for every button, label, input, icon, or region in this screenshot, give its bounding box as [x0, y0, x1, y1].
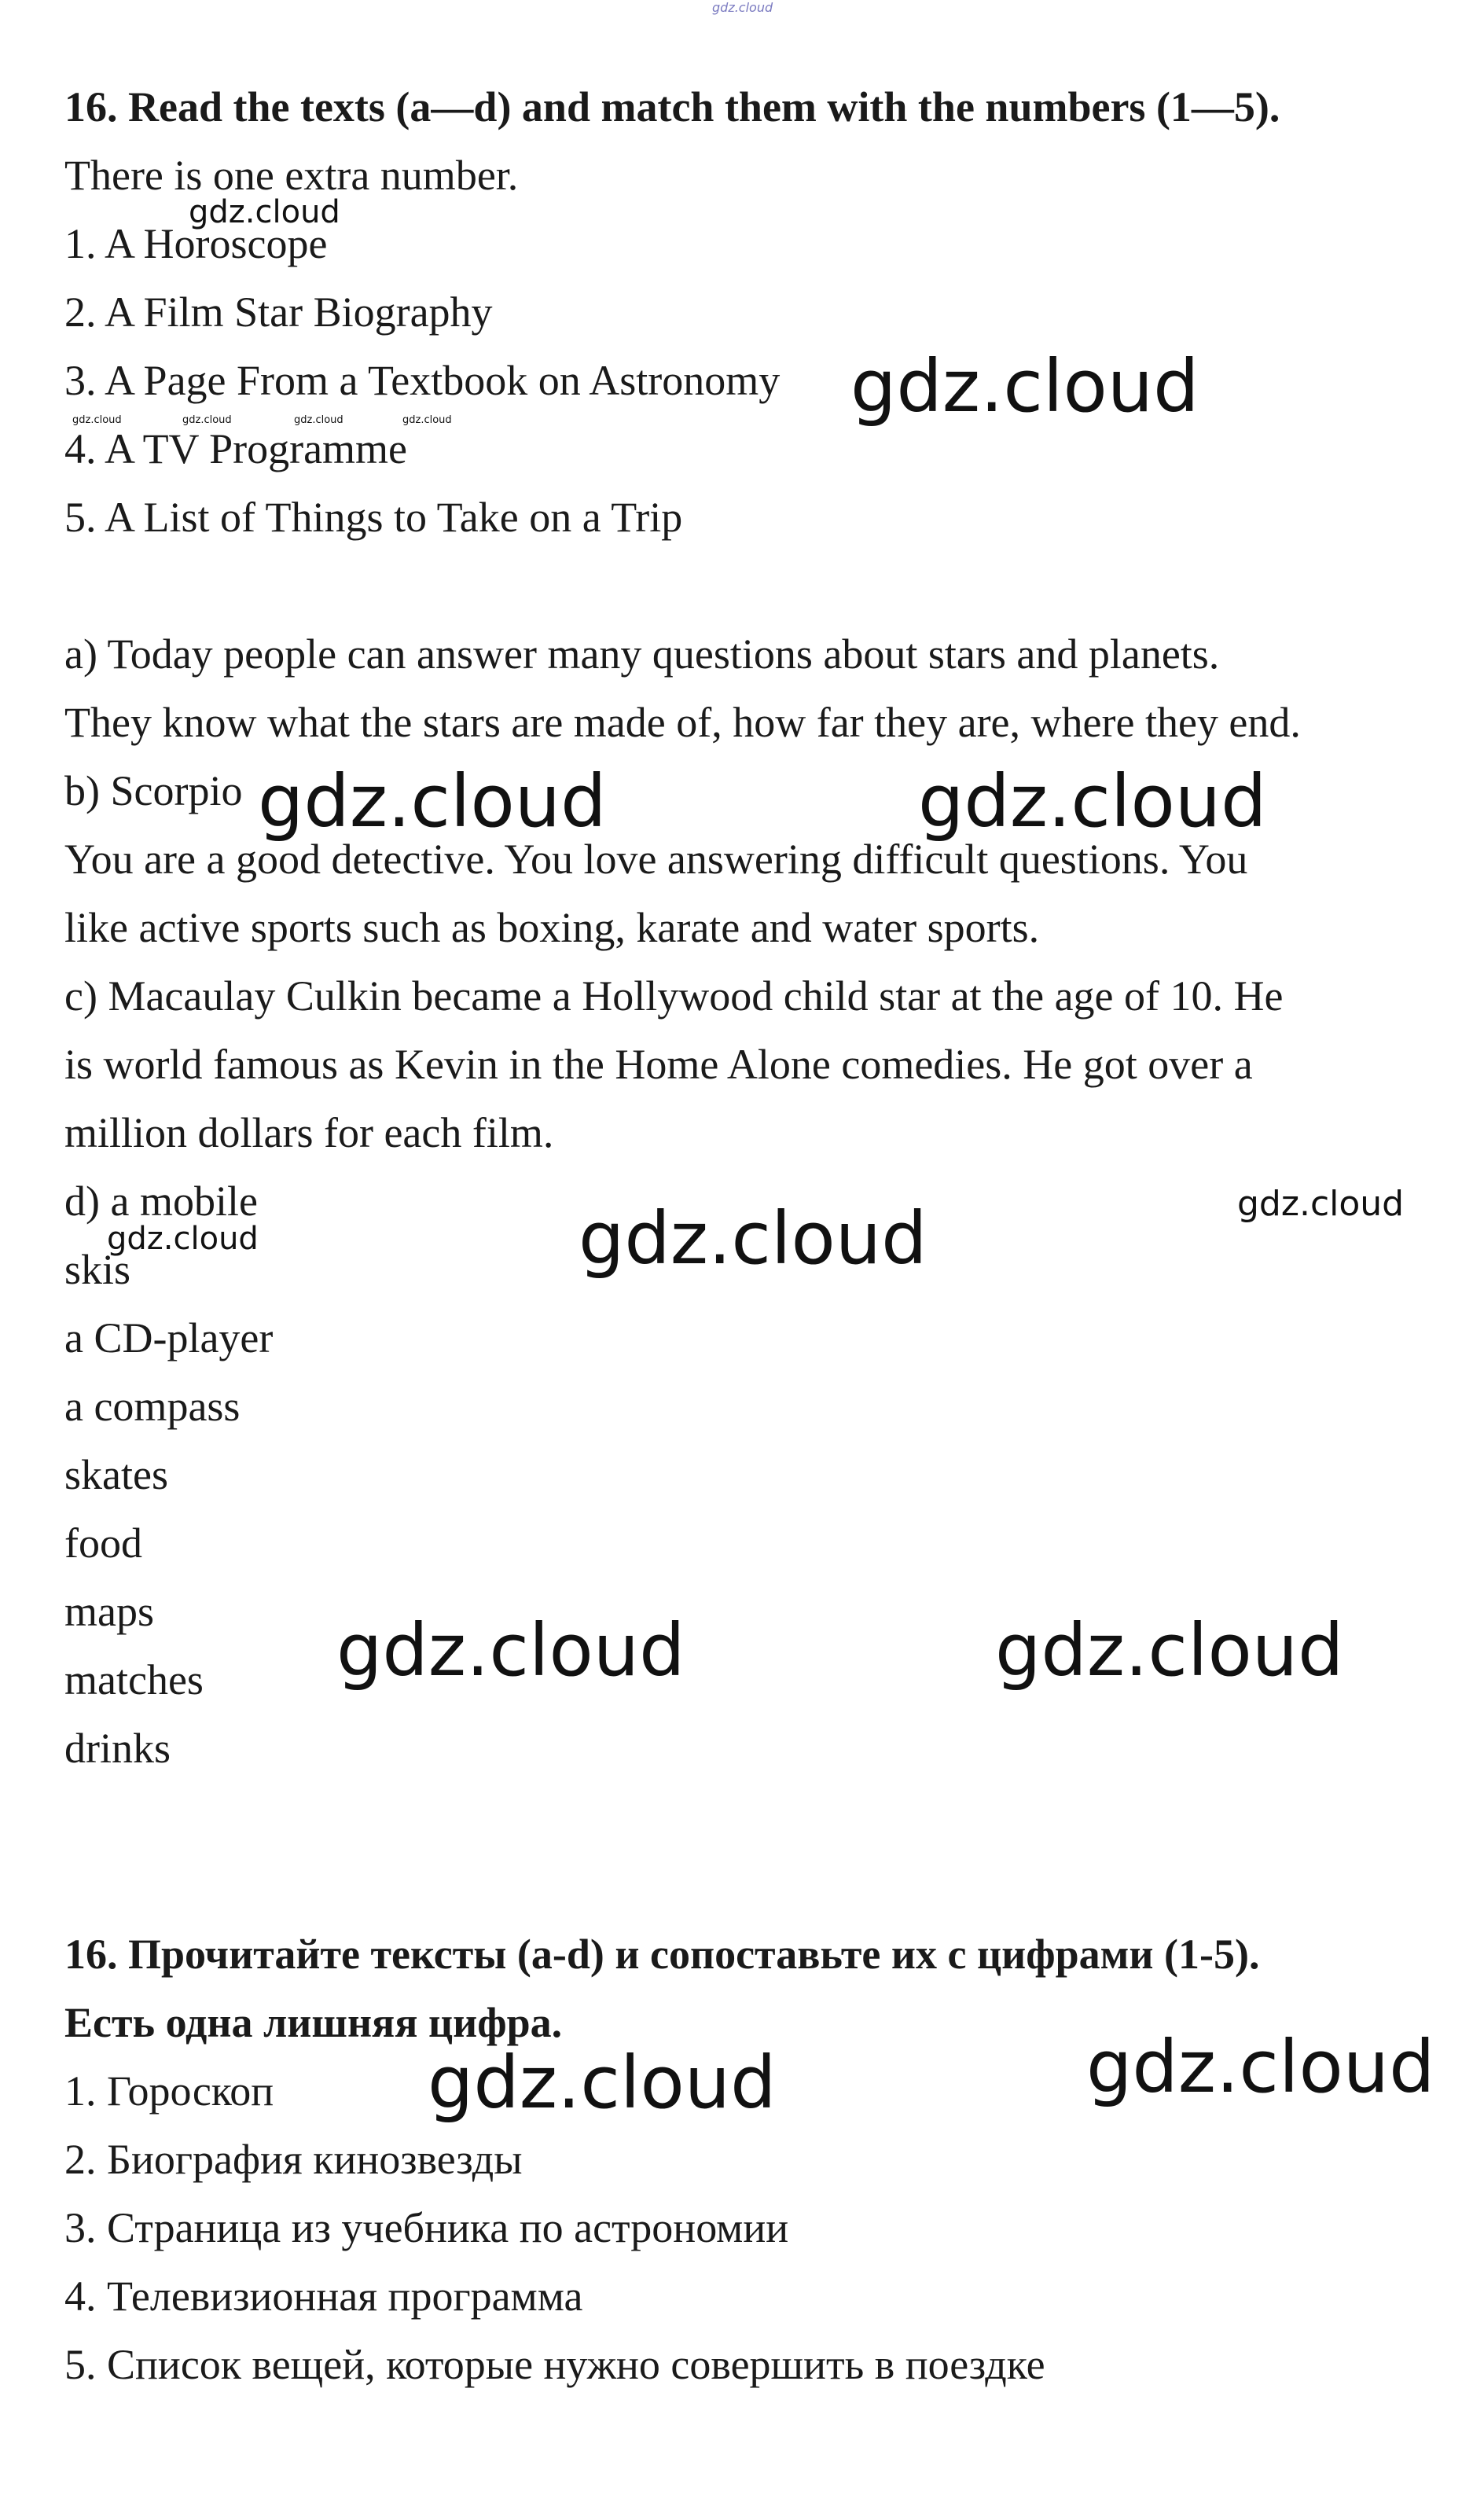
- ru-option-4: 4. Телевизионная программа: [64, 2273, 583, 2320]
- text-a-line-1: a) Today people can answer many questions about stars and planets.: [64, 630, 1220, 678]
- list-item: skis: [64, 1246, 131, 1293]
- watermark: gdz.cloud: [1237, 1184, 1405, 1224]
- text-d-line-1: d) a mobile: [64, 1178, 258, 1225]
- watermark: gdz.cloud: [1086, 2025, 1435, 2109]
- russian-heading: 16. Прочитайте тексты (a-d) и сопоставьте их с цифрами (1-5).: [64, 1931, 1260, 1978]
- watermark: gdz.cloud: [402, 414, 452, 426]
- watermark: gdz.cloud: [850, 344, 1199, 428]
- text-b-line-1: b) Scorpio: [64, 767, 243, 814]
- watermark: gdz.cloud: [428, 2041, 777, 2125]
- list-item: matches: [64, 1656, 204, 1703]
- list-item: drinks: [64, 1725, 171, 1772]
- english-instruction: There is one extra number.: [64, 152, 519, 199]
- ru-option-3: 3. Страница из учебника по астрономии: [64, 2204, 789, 2251]
- text-b-line-3: like active sports such as boxing, karate and water sports.: [64, 904, 1040, 951]
- list-item: a CD-player: [64, 1314, 274, 1361]
- watermark: gdz.cloud: [107, 1221, 259, 1257]
- option-5: 5. A List of Things to Take on a Trip: [64, 494, 683, 541]
- ru-option-2: 2. Биография кинозвезды: [64, 2136, 523, 2183]
- option-2: 2. A Film Star Biography: [64, 288, 493, 336]
- watermark: gdz.cloud: [336, 1608, 685, 1692]
- watermark: gdz.cloud: [579, 1196, 928, 1281]
- list-item: food: [64, 1519, 142, 1567]
- text-c-line-2: is world famous as Kevin in the Home Alone comedies. He got over a: [64, 1041, 1253, 1088]
- ru-option-5: 5. Список вещей, которые нужно совершить в поездке: [64, 2341, 1045, 2388]
- text-c-line-3: million dollars for each film.: [64, 1109, 554, 1156]
- list-item: skates: [64, 1451, 168, 1498]
- option-3: 3. A Page From a Textbook on Astronomy: [64, 357, 781, 404]
- watermark: gdz.cloud: [182, 414, 232, 426]
- text-c-line-1: c) Macaulay Culkin became a Hollywood child star at the age of 10. He: [64, 972, 1284, 1020]
- watermark: gdz.cloud: [918, 759, 1267, 843]
- watermark: gdz.cloud: [189, 194, 340, 230]
- russian-instruction: Есть одна лишняя цифра.: [64, 1999, 563, 2046]
- watermark: gdz.cloud: [72, 414, 122, 426]
- watermark: gdz.cloud: [294, 414, 343, 426]
- list-item: maps: [64, 1588, 154, 1635]
- english-heading: 16. Read the texts (a—d) and match them with the numbers (1—5).: [64, 83, 1280, 130]
- watermark: gdz.cloud: [995, 1608, 1344, 1692]
- option-1: 1. A Horoscope: [64, 220, 328, 267]
- text-a-line-2: They know what the stars are made of, how far they are, where they end.: [64, 699, 1301, 746]
- ru-option-1: 1. Гороскоп: [64, 2067, 274, 2115]
- watermark: gdz.cloud: [258, 759, 607, 843]
- list-item: a compass: [64, 1383, 241, 1430]
- option-4: 4. A TV Programme: [64, 425, 408, 472]
- text-b-line-2: You are a good detective. You love answering difficult questions. You: [64, 836, 1248, 883]
- top-watermark: gdz.cloud: [712, 0, 773, 15]
